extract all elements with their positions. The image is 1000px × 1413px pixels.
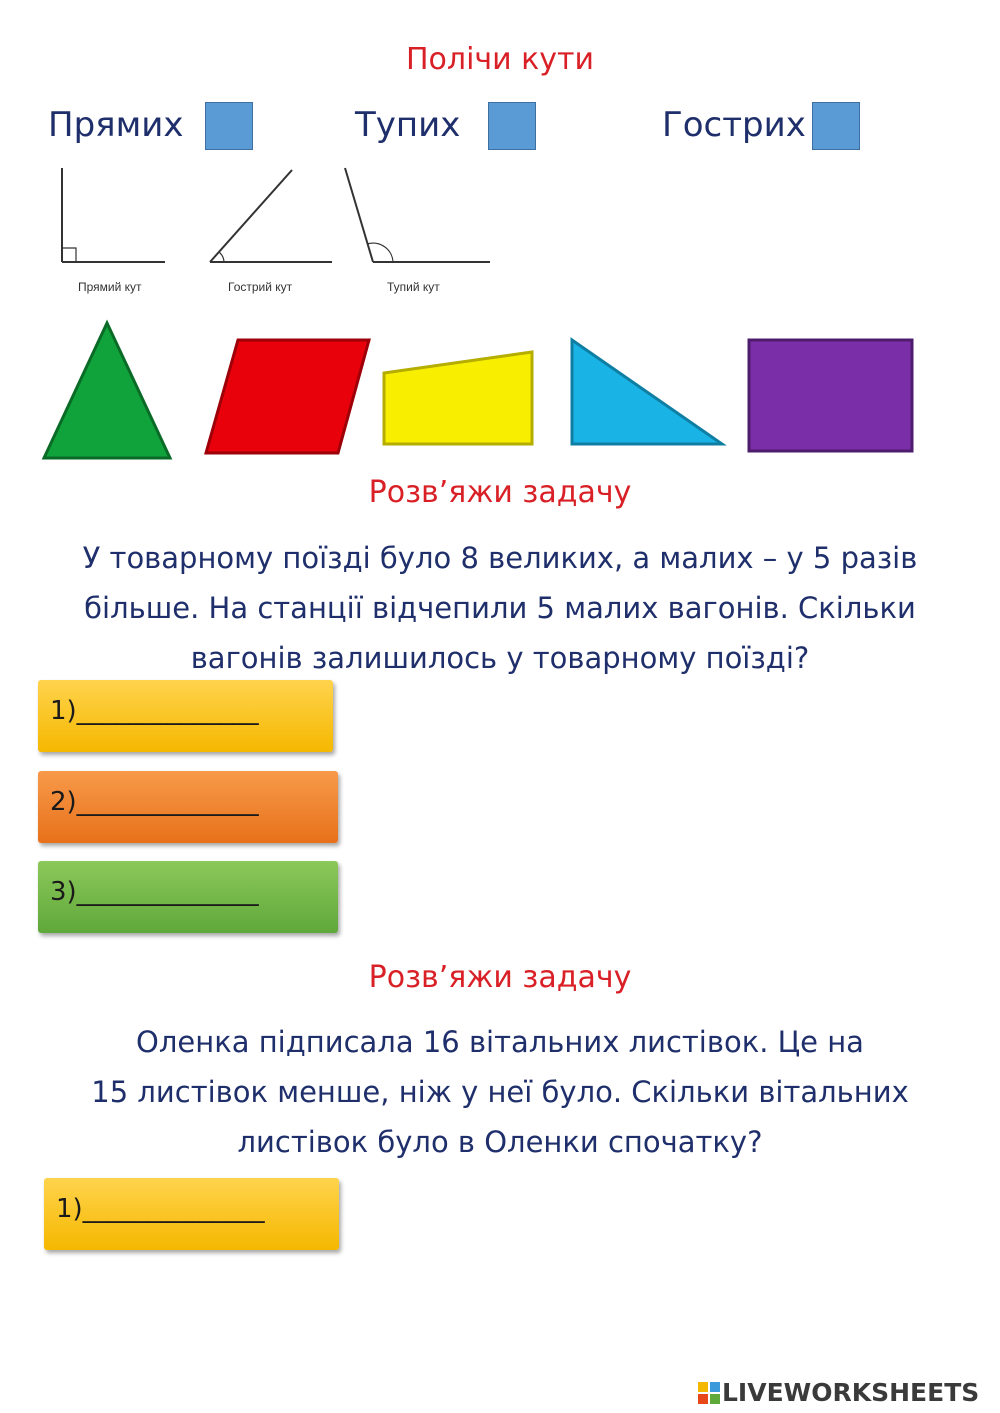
task2-heading: Розв’яжи задачу [368, 960, 632, 995]
right-angle-diagram [62, 168, 165, 262]
acute-angles-answer-box[interactable] [812, 102, 860, 150]
page-title: Полічи кути [405, 42, 595, 77]
task2-problem-text [40, 1017, 960, 1167]
red-parallelogram [206, 340, 369, 453]
task1-heading: Розв’яжи задачу [368, 475, 632, 510]
acute-angles-label: Гострих [662, 105, 806, 145]
task1-answer-2[interactable]: 2)______________ [38, 771, 338, 843]
task2-line-3: листівок було в Оленки спочатку? [237, 1125, 763, 1159]
liveworksheets-logo-icon [698, 1382, 720, 1404]
liveworksheets-logo-text: LIVEWORKSHEETS [722, 1378, 980, 1407]
acute-angle-diagram [210, 170, 332, 262]
task1-problem-text [40, 533, 960, 683]
task1-answer-3[interactable]: 3)______________ [38, 861, 338, 933]
shapes-row [0, 310, 1000, 470]
task1-line-1: У товарному поїзді було 8 великих, а малих – у 5 разів [82, 541, 918, 575]
right-angles-answer-box[interactable] [205, 102, 253, 150]
task2-answer-1[interactable]: 1)______________ [44, 1178, 339, 1250]
obtuse-angle-caption: Тупий кут [387, 280, 440, 294]
obtuse-angles-label: Тупих [355, 105, 461, 145]
blue-right-triangle [572, 340, 722, 444]
green-triangle [44, 323, 170, 458]
angle-examples [40, 160, 510, 270]
obtuse-angles-answer-box[interactable] [488, 102, 536, 150]
task2-line-2: 15 листівок менше, ніж у неї було. Скільки вітальних [91, 1075, 909, 1109]
obtuse-angle-diagram [345, 168, 490, 262]
task1-line-3: вагонів залишилось у товарному поїзді? [190, 641, 810, 675]
task1-answer-1[interactable]: 1)______________ [38, 680, 333, 752]
liveworksheets-logo [698, 1378, 994, 1408]
yellow-trapezoid [384, 352, 532, 444]
purple-rectangle [749, 340, 912, 451]
task1-line-2: більше. На станції відчепили 5 малих вагонів. Скільки [84, 591, 916, 625]
task2-line-1: Оленка підписала 16 вітальних листівок. Це на [136, 1025, 864, 1059]
acute-angle-caption: Гострий кут [228, 280, 293, 294]
right-angles-label: Прямих [48, 105, 184, 145]
right-angle-caption: Прямий кут [78, 280, 142, 294]
